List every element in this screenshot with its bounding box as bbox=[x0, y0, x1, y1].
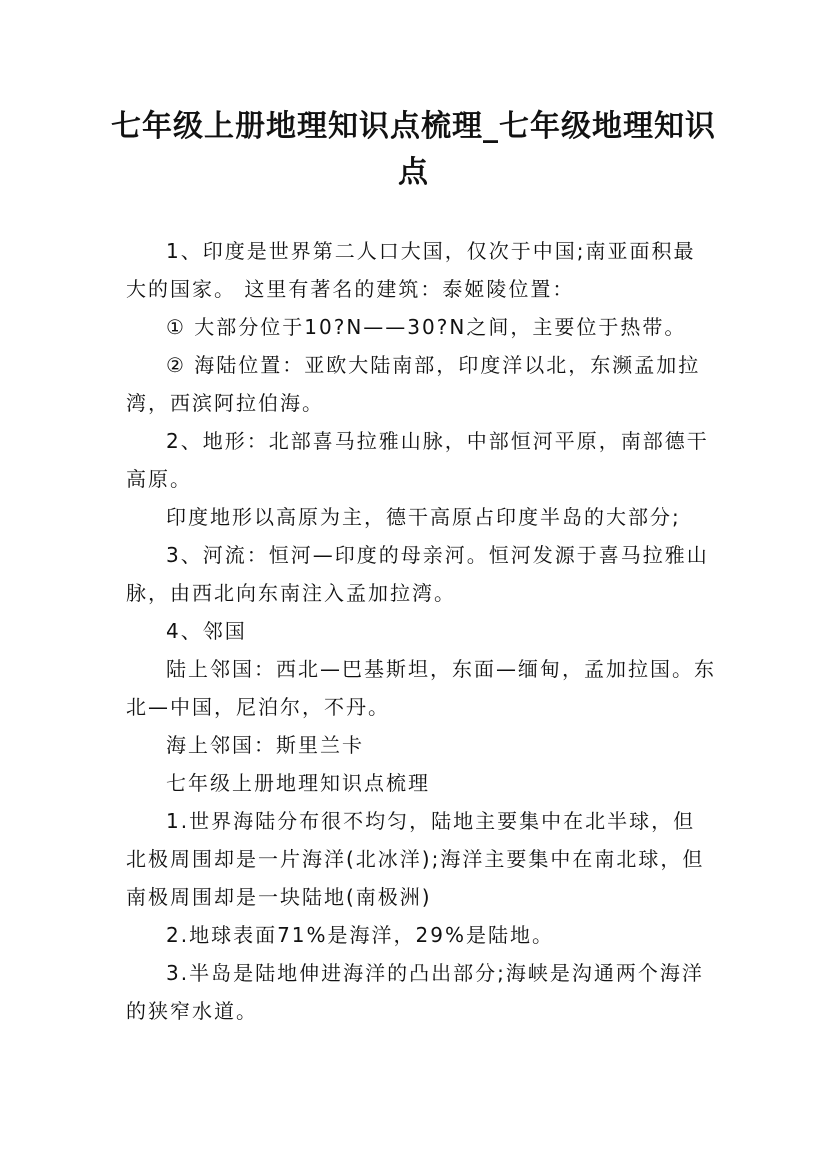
paragraph: 2、地形：北部喜马拉雅山脉，中部恒河平原，南部德干高原。 bbox=[126, 429, 709, 491]
paragraph: ① 大部分位于10?N——30?N之间，主要位于热带。 bbox=[166, 315, 687, 339]
paragraph: 3、河流：恒河—印度的母亲河。恒河发源于喜马拉雅山脉，由西北向东南注入孟加拉湾。 bbox=[126, 543, 709, 605]
paragraph: ② 海陆位置：亚欧大陆南部，印度洋以北，东濒孟加拉湾，西滨阿拉伯海。 bbox=[126, 353, 701, 415]
paragraph: 1、印度是世界第二人口大国，仅次于中国;南亚面积最大的国家。 这里有著名的建筑：泰姬陵位置： bbox=[126, 239, 696, 301]
section-heading: 七年级上册地理知识点梳理 bbox=[166, 771, 430, 795]
paragraph: 4、邻国 bbox=[166, 619, 247, 643]
paragraph: 陆上邻国：西北—巴基斯坦，东面—缅甸，孟加拉国。东北—中国，尼泊尔，不丹。 bbox=[126, 657, 716, 719]
paragraph: 1.世界海陆分布很不均匀，陆地主要集中在北半球，但北极周围却是一片海洋(北冰洋);海洋主要集中在南北球，但南极周围却是一块陆地(南极洲) bbox=[126, 809, 705, 909]
paragraph: 印度地形以高原为主，德干高原占印度半岛的大部分; bbox=[166, 505, 681, 529]
document-body bbox=[126, 232, 716, 1030]
paragraph: 2.地球表面71%是海洋，29%是陆地。 bbox=[166, 923, 554, 947]
document-title: 七年级上册地理知识点梳理_七年级地理知识点 bbox=[111, 109, 716, 190]
paragraph: 3.半岛是陆地伸进海洋的凸出部分;海峡是沟通两个海洋的狭窄水道。 bbox=[126, 961, 704, 1023]
paragraph: 海上邻国：斯里兰卡 bbox=[166, 733, 364, 757]
